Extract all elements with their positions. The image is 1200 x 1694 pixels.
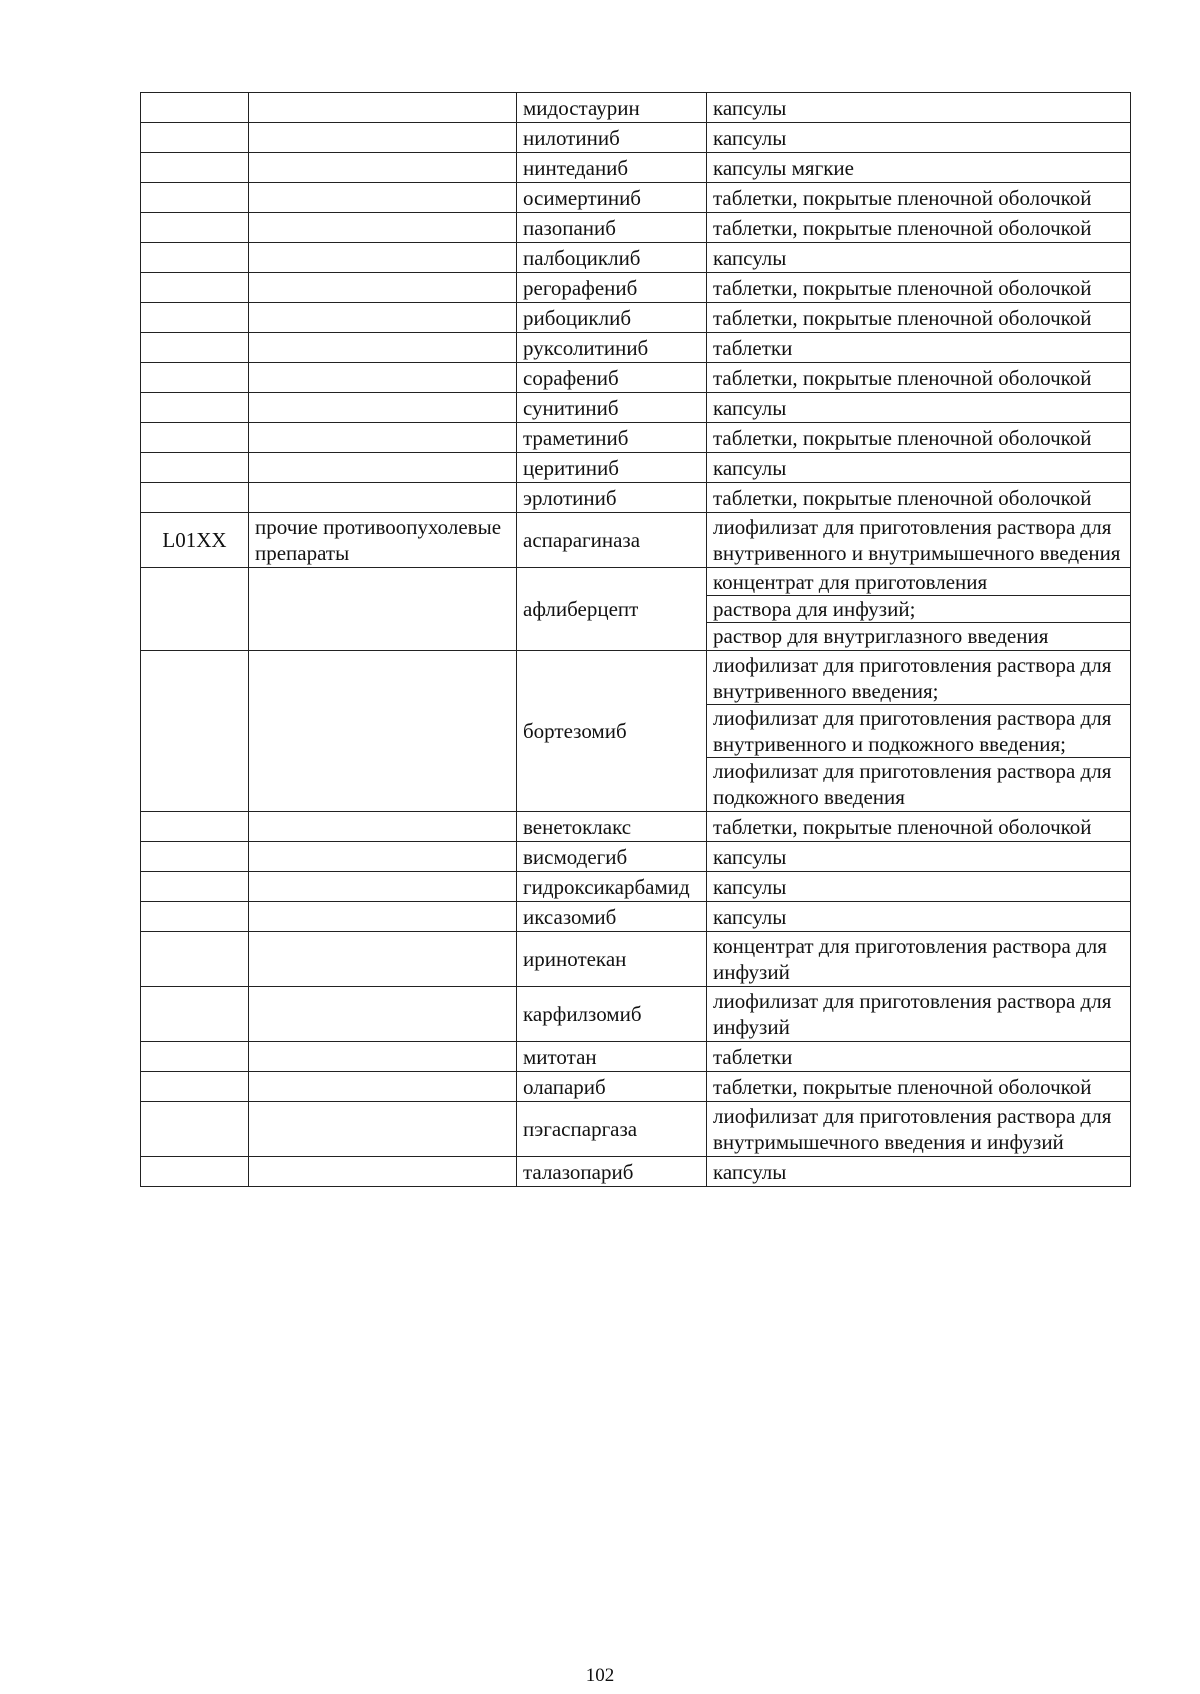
table-row	[141, 1157, 1131, 1187]
pharmacological-group-cell	[249, 333, 517, 363]
drug-name-cell: мидостаурин	[517, 93, 707, 123]
table-row	[141, 568, 1131, 651]
dosage-form-cell	[707, 213, 1131, 243]
pharmacological-group-cell	[249, 453, 517, 483]
dosage-form-cell	[707, 393, 1131, 423]
dosage-form-text: капсулы	[713, 904, 787, 929]
dosage-form-cell	[707, 987, 1131, 1042]
pharmacological-group-cell	[249, 1157, 517, 1187]
drug-name-cell: иринотекан	[517, 932, 707, 987]
pharmacological-group-cell	[249, 153, 517, 183]
dosage-form-cell	[707, 303, 1131, 333]
dosage-form-cell	[707, 453, 1131, 483]
atc-code-cell	[141, 363, 249, 393]
pharmacological-group-cell	[249, 393, 517, 423]
atc-code-cell	[141, 651, 249, 812]
drug-name-cell: эрлотиниб	[517, 483, 707, 513]
drug-name-cell: гидроксикарбамид	[517, 872, 707, 902]
table-row	[141, 303, 1131, 333]
drug-name-cell: руксолитиниб	[517, 333, 707, 363]
drug-name-cell: пэгаспаргаза	[517, 1102, 707, 1157]
dosage-form-text: раствора для инфузий;	[707, 595, 1130, 622]
drug-name-cell: сорафениб	[517, 363, 707, 393]
dosage-form-text: концентрат для приготовления	[713, 570, 988, 594]
pharmacological-group-cell	[249, 842, 517, 872]
dosage-form-text: капсулы	[713, 1159, 787, 1184]
dosage-form-text: таблетки, покрытые пленочной оболочкой	[713, 425, 1092, 450]
atc-code-cell	[141, 213, 249, 243]
pharmacological-group-cell	[249, 812, 517, 842]
drug-name-cell: нинтеданиб	[517, 153, 707, 183]
drug-name-cell: палбоциклиб	[517, 243, 707, 273]
dosage-form-text: капсулы	[713, 125, 787, 150]
drug-name-cell: венетоклакс	[517, 812, 707, 842]
drug-name-cell: афлиберцепт	[517, 568, 707, 651]
pharmacological-group-cell	[249, 651, 517, 812]
dosage-form-text: капсулы	[713, 395, 787, 420]
medication-table	[140, 92, 1131, 1187]
dosage-form-text: лиофилизат для приготовления раствора для внутримышечного введения и инфузий	[713, 1104, 1112, 1154]
dosage-form-text: капсулы	[713, 455, 787, 480]
dosage-form-text: лиофилизат для приготовления раствора для внутривенного и внутримышечного введения	[713, 515, 1121, 565]
drug-name-cell: бортезомиб	[517, 651, 707, 812]
drug-name-cell: висмодегиб	[517, 842, 707, 872]
table-row	[141, 213, 1131, 243]
dosage-form-text: капсулы	[713, 844, 787, 869]
drug-name-cell: карфилзомиб	[517, 987, 707, 1042]
drug-name-cell: сунитиниб	[517, 393, 707, 423]
table-row	[141, 453, 1131, 483]
atc-code-cell	[141, 842, 249, 872]
atc-code-cell	[141, 902, 249, 932]
table-row	[141, 812, 1131, 842]
atc-code-cell	[141, 153, 249, 183]
table-row	[141, 1102, 1131, 1157]
atc-code-cell	[141, 123, 249, 153]
atc-code-cell	[141, 93, 249, 123]
table-row	[141, 363, 1131, 393]
atc-code-cell	[141, 393, 249, 423]
pharmacological-group-cell	[249, 273, 517, 303]
drug-name-cell: пазопаниб	[517, 213, 707, 243]
table-row	[141, 1042, 1131, 1072]
pharmacological-group-cell	[249, 1042, 517, 1072]
pharmacological-group-cell	[249, 93, 517, 123]
dosage-form-text: таблетки, покрытые пленочной оболочкой	[713, 185, 1092, 210]
atc-code-cell	[141, 183, 249, 213]
drug-name-cell: нилотиниб	[517, 123, 707, 153]
drug-name-cell: регорафениб	[517, 273, 707, 303]
dosage-form-text: таблетки, покрытые пленочной оболочкой	[713, 215, 1092, 240]
atc-code-cell	[141, 987, 249, 1042]
dosage-form-text: таблетки, покрытые пленочной оболочкой	[713, 1074, 1092, 1099]
dosage-form-text: капсулы мягкие	[713, 155, 854, 180]
drug-name-cell: иксазомиб	[517, 902, 707, 932]
dosage-form-cell	[707, 1157, 1131, 1187]
dosage-form-text: таблетки, покрытые пленочной оболочкой	[713, 305, 1092, 330]
table-row	[141, 393, 1131, 423]
atc-code-cell	[141, 1102, 249, 1157]
dosage-form-cell	[707, 651, 1131, 812]
dosage-form-cell	[707, 333, 1131, 363]
dosage-form-text: концентрат для приготовления раствора для инфузий	[713, 934, 1107, 984]
drug-name-cell: рибоциклиб	[517, 303, 707, 333]
pharmacological-group-cell	[249, 987, 517, 1042]
dosage-form-cell	[707, 423, 1131, 453]
dosage-form-text: капсулы	[713, 245, 787, 270]
table-row	[141, 273, 1131, 303]
atc-code-cell	[141, 483, 249, 513]
table-row	[141, 651, 1131, 812]
dosage-form-cell	[707, 273, 1131, 303]
table-row	[141, 987, 1131, 1042]
table-row	[141, 842, 1131, 872]
pharmacological-group-cell: прочие противоопухолевые препараты	[249, 513, 517, 568]
drug-name-cell: траметиниб	[517, 423, 707, 453]
dosage-form-cell	[707, 568, 1131, 651]
dosage-form-cell	[707, 1042, 1131, 1072]
dosage-form-text: раствор для внутриглазного введения	[707, 622, 1130, 649]
atc-code-cell	[141, 872, 249, 902]
dosage-form-text: лиофилизат для приготовления раствора для подкожного введения	[707, 757, 1130, 810]
dosage-form-cell	[707, 1072, 1131, 1102]
pharmacological-group-cell	[249, 1102, 517, 1157]
dosage-form-text: лиофилизат для приготовления раствора для инфузий	[713, 989, 1112, 1039]
table-row	[141, 902, 1131, 932]
atc-code-cell	[141, 812, 249, 842]
pharmacological-group-cell	[249, 872, 517, 902]
drug-name-cell: церитиниб	[517, 453, 707, 483]
dosage-form-cell	[707, 842, 1131, 872]
dosage-form-text: капсулы	[713, 874, 787, 899]
pharmacological-group-cell	[249, 568, 517, 651]
table-row	[141, 483, 1131, 513]
table-row	[141, 932, 1131, 987]
dosage-form-text: таблетки	[713, 335, 793, 360]
atc-code-cell	[141, 932, 249, 987]
table-row	[141, 513, 1131, 568]
atc-code-cell	[141, 423, 249, 453]
dosage-form-cell	[707, 183, 1131, 213]
dosage-form-cell	[707, 153, 1131, 183]
pharmacological-group-cell	[249, 932, 517, 987]
dosage-form-cell	[707, 483, 1131, 513]
dosage-form-text: таблетки, покрытые пленочной оболочкой	[713, 485, 1092, 510]
atc-code-cell	[141, 1072, 249, 1102]
atc-code-cell	[141, 273, 249, 303]
pharmacological-group-cell	[249, 213, 517, 243]
table-row	[141, 872, 1131, 902]
drug-name-cell: аспарагиназа	[517, 513, 707, 568]
table-row	[141, 93, 1131, 123]
table-row	[141, 243, 1131, 273]
table-row	[141, 423, 1131, 453]
table-row	[141, 1072, 1131, 1102]
atc-code-cell	[141, 303, 249, 333]
atc-code-cell	[141, 243, 249, 273]
pharmacological-group-cell	[249, 1072, 517, 1102]
pharmacological-group-cell	[249, 363, 517, 393]
table-row	[141, 123, 1131, 153]
atc-code-cell	[141, 568, 249, 651]
table-row	[141, 153, 1131, 183]
dosage-form-text: таблетки	[713, 1044, 793, 1069]
pharmacological-group-cell	[249, 123, 517, 153]
pharmacological-group-cell	[249, 243, 517, 273]
dosage-form-cell	[707, 1102, 1131, 1157]
atc-code-cell	[141, 1157, 249, 1187]
atc-code-cell	[141, 453, 249, 483]
dosage-form-cell	[707, 123, 1131, 153]
dosage-form-text: лиофилизат для приготовления раствора для внутривенного введения;	[713, 653, 1112, 703]
dosage-form-cell	[707, 902, 1131, 932]
dosage-form-cell	[707, 812, 1131, 842]
table-body	[141, 93, 1131, 1187]
atc-code-cell	[141, 333, 249, 363]
dosage-form-cell	[707, 932, 1131, 987]
dosage-form-text: капсулы	[713, 95, 787, 120]
dosage-form-text: лиофилизат для приготовления раствора для внутривенного и подкожного введения;	[707, 704, 1130, 757]
atc-code-cell	[141, 1042, 249, 1072]
atc-code-cell: L01XX	[141, 513, 249, 568]
dosage-form-cell	[707, 243, 1131, 273]
page-number: 102	[585, 1665, 615, 1686]
dosage-form-text: таблетки, покрытые пленочной оболочкой	[713, 365, 1092, 390]
dosage-form-cell	[707, 93, 1131, 123]
pharmacological-group-cell	[249, 483, 517, 513]
dosage-form-text: таблетки, покрытые пленочной оболочкой	[713, 275, 1092, 300]
pharmacological-group-cell	[249, 183, 517, 213]
drug-name-cell: митотан	[517, 1042, 707, 1072]
table-row	[141, 183, 1131, 213]
pharmacological-group-cell	[249, 902, 517, 932]
pharmacological-group-cell	[249, 423, 517, 453]
dosage-form-cell	[707, 363, 1131, 393]
drug-name-cell: осимертиниб	[517, 183, 707, 213]
table-row	[141, 333, 1131, 363]
dosage-form-cell	[707, 513, 1131, 568]
drug-name-cell: олапариб	[517, 1072, 707, 1102]
pharmacological-group-cell	[249, 303, 517, 333]
dosage-form-text: таблетки, покрытые пленочной оболочкой	[713, 814, 1092, 839]
dosage-form-cell	[707, 872, 1131, 902]
drug-name-cell: талазопариб	[517, 1157, 707, 1187]
